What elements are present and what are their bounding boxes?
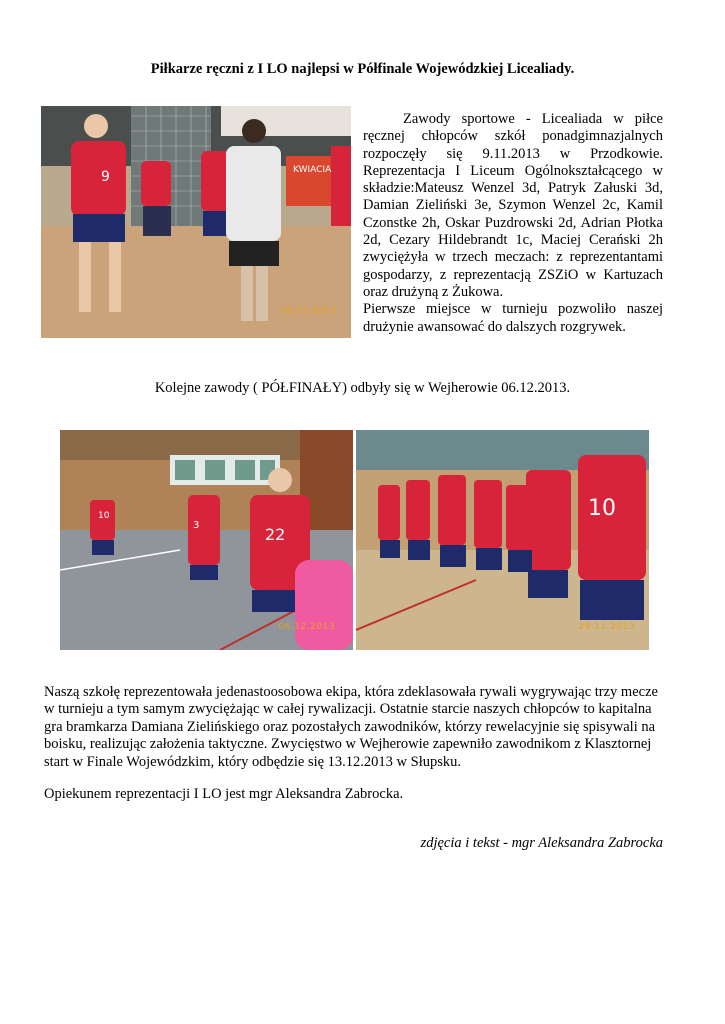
summary-text: Naszą szkołę reprezentowała jedenastoosobowa ekipa, która zdeklasowała rywali wygrywając trzy mecze w turnieju a tym samym zwyciężając w całej rywalizacji. Ostatnie starcie naszych chłopców to kapitalna gra bramkarza Damiana Zielińskiego oraz pozostałych zawodników, którzy rewelacyjnie się spisywali na boisku, realizując założenia taktyczne. Zwycięstwo w Wejherowie zapewniło zawodnikom z Klasztornej start w Finale Wojewódzkim, który odbędzie się 13.12.2013 w Słupsku.	[44, 684, 658, 770]
author-credit: zdjęcia i tekst - mgr Aleksandra Zabrocka	[420, 835, 663, 851]
jersey-number: 10	[588, 496, 616, 521]
intro-text	[363, 111, 663, 336]
team-lineup-photo	[356, 430, 649, 650]
intro-result: Pierwsze miejsce w turnieju pozwoliło naszej drużynie awansować do dalszych rozgrywek.	[363, 301, 663, 335]
guardian-note: Opiekunem reprezentacji I LO jest mgr Aleksandra Zabrocka.	[44, 786, 404, 802]
page-title: Piłkarze ręczni z I LO najlepsi w Półfinale Wojewódzkiej Licealiady.	[150, 61, 575, 77]
jersey-number: 3	[193, 520, 200, 531]
handball-match-photo	[41, 106, 351, 338]
jersey-number: 22	[265, 525, 286, 544]
banner-text: KWIACIA	[293, 165, 332, 175]
photo-date-stamp: 29.11.2013	[280, 306, 337, 316]
semifinal-heading: Kolejne zawody ( PÓŁFINAŁY) odbyły się w Wejherowie 06.12.2013.	[154, 380, 571, 396]
summary-paragraph	[44, 684, 666, 771]
photo-date-stamp: 06.12.2013	[278, 622, 335, 632]
gym-hall-photo	[60, 430, 353, 650]
photo-date-stamp: 29.11.2013	[578, 622, 635, 632]
intro-lead: Zawody sportowe - Licealiada w piłce ręcznej chłopców szkół ponadgimnazjalnych rozpoczęły się 9.11.2013 w Przodkowie. Reprezentacja I Liceum Ogólnokształcącego w składzie:Mateusz Wenzel 3d, Patryk Załuski 3d, Damian Zieliński 3e, Szymon Wenzel 2c, Kamil Czonstke 2h, Oskar Puzdrowski 2d, Adrian Płotka 2d, Cezary Hildebrandt 1c, Maciej Cerański 2h zwyciężyła w trzech meczach: z reprezentantami gospodarzy, z reprezentacją ZSZiO w Kartuzach oraz drużyną z Żukowa.	[363, 111, 663, 300]
jersey-number: 9	[101, 169, 110, 185]
jersey-number: 10	[98, 511, 110, 521]
